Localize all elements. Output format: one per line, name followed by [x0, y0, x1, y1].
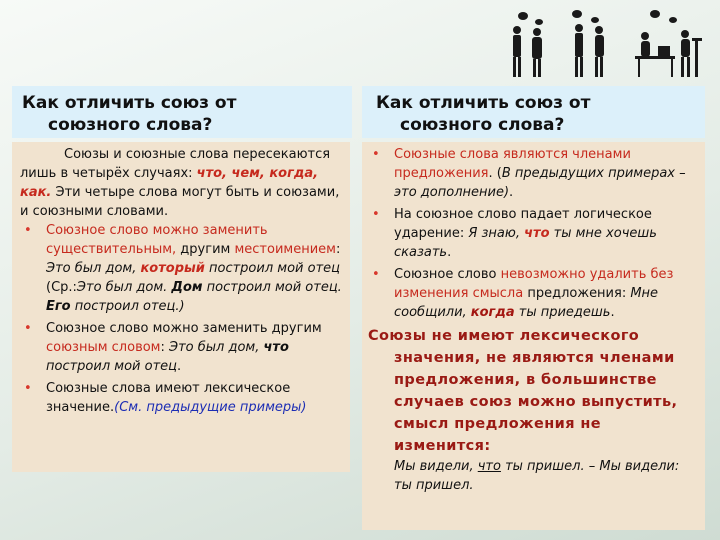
item-text: : — [335, 242, 341, 257]
left-list — [20, 221, 342, 417]
item-text: другим — [176, 242, 235, 257]
header-right-line2: союзного слова? — [400, 115, 565, 135]
intro-text-end: Эти четыре слова могут быть и союзами, и союзными словами. — [20, 185, 340, 219]
item-text: предложения: — [523, 286, 631, 301]
people-talking-icon — [495, 8, 715, 80]
left-content-box — [12, 142, 350, 472]
item-text: Союзное слово — [394, 267, 501, 282]
bullet-icon: • — [372, 147, 380, 162]
item-example: Это был дом, — [46, 261, 141, 276]
bullet-icon: • — [372, 267, 380, 282]
item-text: (Ср.: — [46, 280, 77, 295]
left-list-item — [20, 319, 342, 376]
item-note: (См. предыдущие примеры) — [114, 400, 307, 415]
item-example: ты приедешь — [514, 305, 611, 320]
bullet-icon: • — [24, 321, 32, 336]
item-example: В предыдущих примерах – это дополнение) — [394, 166, 686, 200]
item-keyword: что — [524, 226, 550, 241]
example-text: Мы видели, — [394, 459, 478, 474]
example-keyword: что — [477, 459, 501, 474]
header-right — [362, 86, 705, 138]
item-text: . — [509, 185, 514, 200]
item-text: союзным словом — [46, 340, 161, 355]
item-text: Союзные слова имеют лексическое значение. — [46, 381, 291, 415]
right-list-item — [368, 145, 697, 202]
header-left-line2: союзного слова? — [48, 115, 213, 135]
item-text: Союзное слово можно заменить другим — [46, 321, 322, 336]
item-keyword: Дом — [171, 280, 203, 295]
item-text: Союзное слово можно заменить существительным, — [46, 223, 268, 257]
header-right-line1: Как отличить союз от — [376, 93, 591, 113]
header-left-line1: Как отличить союз от — [22, 93, 237, 113]
header-left — [12, 86, 352, 138]
item-example: Я знаю, — [468, 226, 525, 241]
item-example: построил мой отец. — [202, 280, 342, 295]
item-example: построил мой отец — [204, 261, 340, 276]
item-text: : — [160, 340, 170, 355]
left-list-item — [20, 221, 342, 316]
conclusion-example — [368, 457, 697, 495]
item-text: . — [176, 359, 182, 374]
item-keyword: который — [140, 261, 205, 276]
intro-text: Союзы и союзные слова пересекаются лишь в четырёх случаях: — [20, 147, 331, 181]
bullet-icon: • — [372, 207, 380, 222]
item-example: Это был дом, — [169, 340, 264, 355]
item-example: построил мой отец — [46, 359, 177, 374]
item-text: невозможно удалить без изменения смысла — [394, 267, 674, 301]
right-list-item — [368, 205, 697, 262]
left-intro — [20, 145, 342, 221]
item-keyword: Его — [46, 299, 71, 314]
intro-highlight: что, чем, когда, как. — [20, 166, 319, 200]
bullet-icon: • — [24, 223, 32, 238]
right-list — [368, 145, 697, 322]
item-example: Это был дом. — [76, 280, 172, 295]
left-list-item — [20, 379, 342, 417]
item-text: Союзные слова являются членами предложения — [394, 147, 631, 181]
item-example: ты мне хочешь сказать — [394, 226, 657, 260]
item-example: Мне сообщили, — [394, 286, 659, 320]
item-example: построил отец.) — [70, 299, 185, 314]
bullet-icon: • — [24, 381, 32, 396]
item-text: местоимением — [234, 242, 336, 257]
item-text: На союзное слово падает логическое ударение: — [394, 207, 652, 241]
item-text: . ( — [488, 166, 502, 181]
conclusion-text: Союзы не имеют лексического значения, не являются членами предложения, в большинстве случаев союз можно выпустить, смысл предложения не изменится: — [368, 328, 678, 454]
example-text: ты пришел. – Мы видели: ты пришел. — [394, 459, 680, 493]
item-keyword: что — [263, 340, 289, 355]
right-content-box — [362, 142, 705, 530]
item-text: . — [610, 305, 615, 320]
item-text: . — [447, 245, 452, 260]
right-list-item — [368, 265, 697, 322]
item-keyword: когда — [470, 305, 515, 320]
